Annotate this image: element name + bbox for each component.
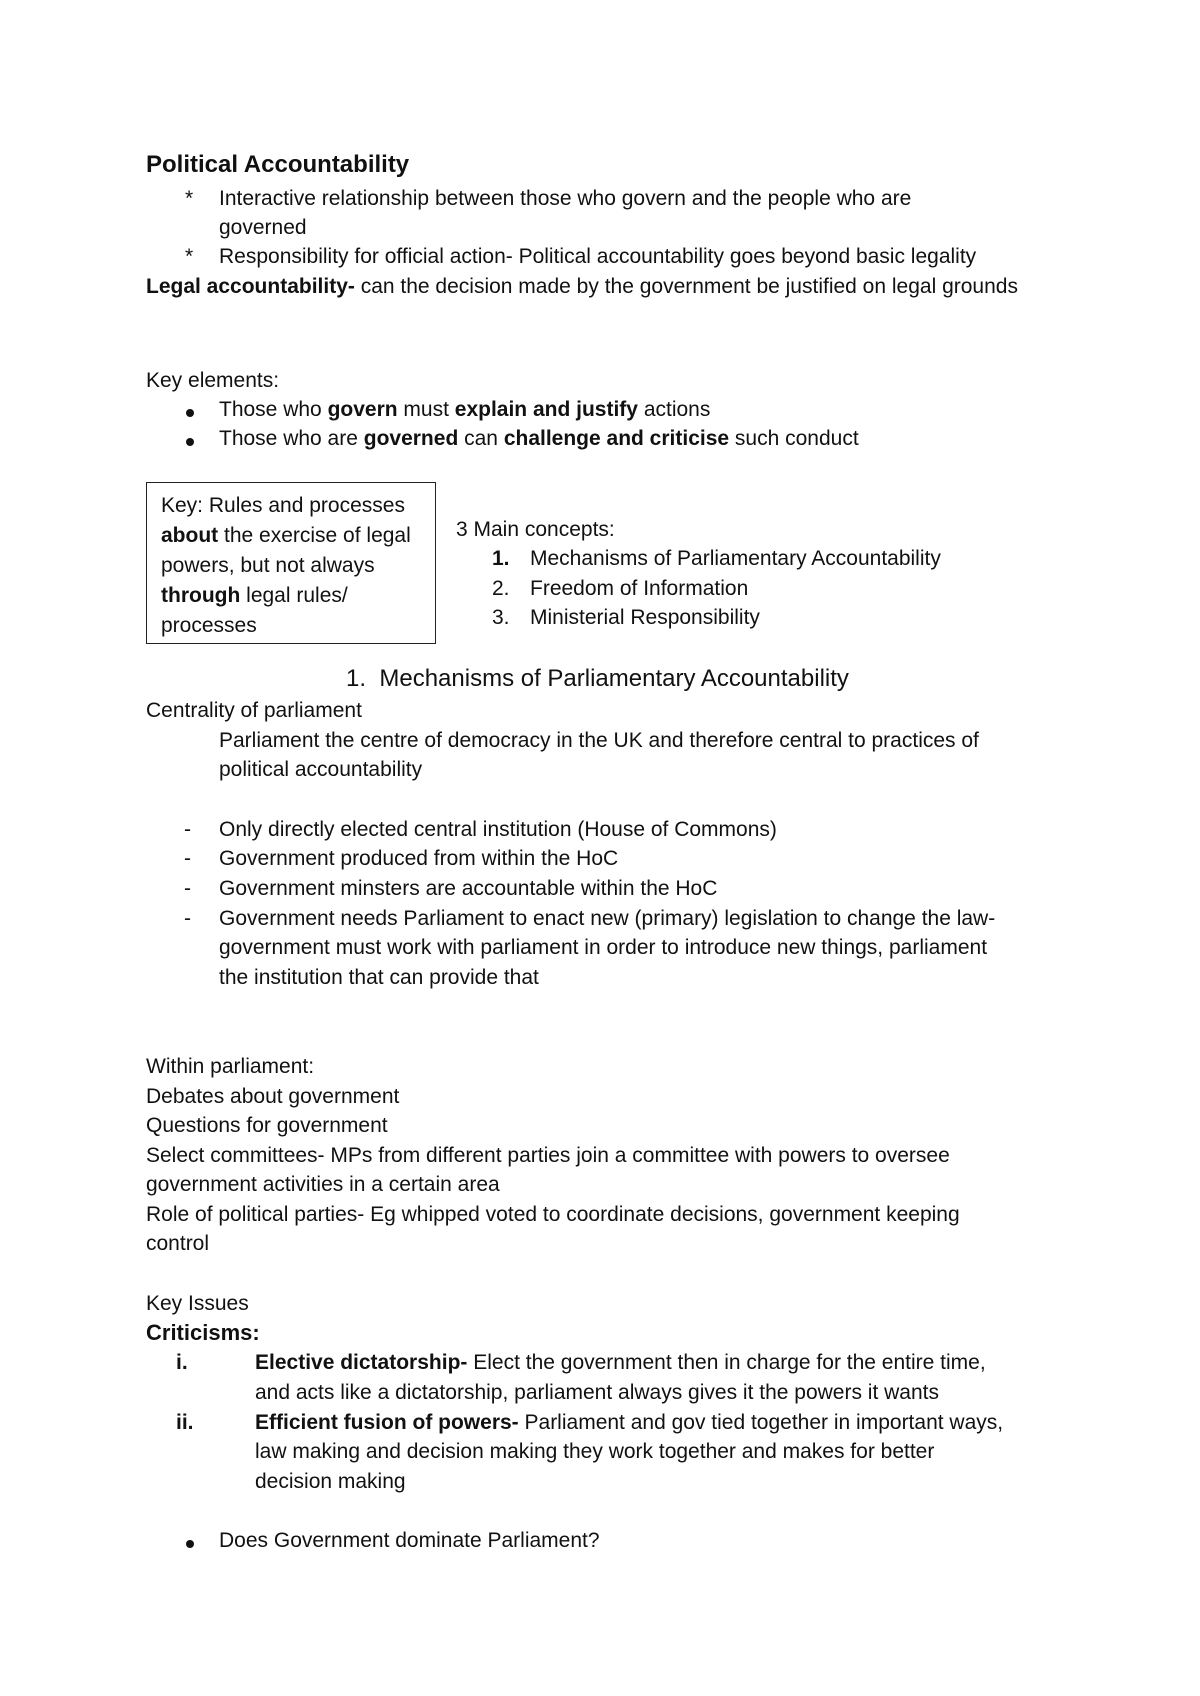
roman-numeral: i.	[176, 1351, 188, 1374]
within-line: Within parliament:	[146, 1055, 315, 1078]
legal-accountability-term: Legal accountability-	[146, 275, 355, 298]
dash-bullet: -	[184, 877, 191, 900]
criticisms-label: Criticisms:	[146, 1320, 260, 1345]
question-item: Does Government dominate Parliament?	[219, 1529, 600, 1552]
dash-item: Government produced from within the HoC	[219, 847, 619, 870]
dash-item: Government minsters are accountable within the HoC	[219, 877, 718, 900]
bullet-dot-icon	[186, 396, 194, 426]
dash-bullet: -	[184, 818, 191, 841]
within-line: Role of political parties- Eg whipped voted to coordinate decisions, government keeping	[146, 1203, 960, 1226]
within-line: government activities in a certain area	[146, 1173, 500, 1196]
centrality-label: Centrality of parliament	[146, 699, 362, 722]
page-title: Political Accountability	[146, 151, 410, 178]
bullet-dot-icon	[186, 1527, 194, 1557]
asterisk-bullet: *	[185, 187, 194, 210]
bullet-dot-icon	[186, 425, 194, 455]
key-issues-label: Key Issues	[146, 1292, 249, 1315]
concept-item: Freedom of Information	[530, 577, 749, 600]
dash-item-cont: government must work with parliament in order to introduce new things, parliament	[219, 936, 988, 959]
key-box-line: powers, but not always	[161, 554, 375, 577]
legal-accountability-line	[146, 272, 1018, 302]
within-line: control	[146, 1232, 210, 1255]
section-heading: 1. Mechanisms of Parliamentary Accountability	[346, 665, 849, 692]
centrality-paragraph-line1: Parliament the centre of democracy in the UK and therefore central to practices of	[219, 729, 979, 752]
criticism-item-cont: law making and decision making they work together and makes for better	[255, 1440, 935, 1463]
key-box-line: through legal rules/	[161, 584, 348, 607]
asterisk-bullet: *	[185, 245, 194, 268]
dash-bullet: -	[184, 907, 191, 930]
key-element-item: Those who are governed can challenge and criticise such conduct	[219, 427, 859, 450]
key-box-line: about the exercise of legal	[161, 524, 411, 547]
key-box-line: processes	[161, 614, 257, 637]
key-box	[146, 482, 436, 644]
concept-item: Mechanisms of Parliamentary Accountability	[530, 547, 941, 570]
list-number: 2.	[492, 577, 510, 600]
pa-bullet-2: Responsibility for official action- Political accountability goes beyond basic legality	[219, 245, 977, 268]
list-number: 1.	[492, 547, 510, 570]
dash-item: Government needs Parliament to enact new (primary) legislation to change the law-	[219, 907, 996, 930]
criticism-item-cont: and acts like a dictatorship, parliament always gives it the powers it wants	[255, 1381, 939, 1404]
criticism-item: Elective dictatorship- Elect the government then in charge for the entire time,	[255, 1351, 986, 1374]
key-elements-label: Key elements:	[146, 369, 280, 392]
pa-bullet-1-line2: governed	[219, 216, 307, 239]
pa-bullet-1-line1: Interactive relationship between those who govern and the people who are	[219, 187, 912, 210]
criticism-item-cont: decision making	[255, 1470, 406, 1493]
dash-bullet: -	[184, 847, 191, 870]
concept-item: Ministerial Responsibility	[530, 606, 760, 629]
main-concepts-label: 3 Main concepts:	[456, 518, 615, 541]
key-element-item: Those who govern must explain and justify actions	[219, 398, 711, 421]
within-line: Questions for government	[146, 1114, 388, 1137]
within-line: Select committees- MPs from different parties join a committee with powers to oversee	[146, 1144, 950, 1167]
key-box-line: Key: Rules and processes	[161, 494, 405, 517]
centrality-paragraph-line2: political accountability	[219, 758, 423, 781]
dash-item-cont: the institution that can provide that	[219, 966, 539, 989]
legal-accountability-definition: can the decision made by the government be justified on legal grounds	[354, 275, 1018, 298]
roman-numeral: ii.	[176, 1411, 194, 1434]
criticism-item: Efficient fusion of powers- Parliament and gov tied together in important ways,	[255, 1411, 1004, 1434]
dash-item: Only directly elected central institution (House of Commons)	[219, 818, 777, 841]
within-line: Debates about government	[146, 1085, 400, 1108]
list-number: 3.	[492, 606, 510, 629]
